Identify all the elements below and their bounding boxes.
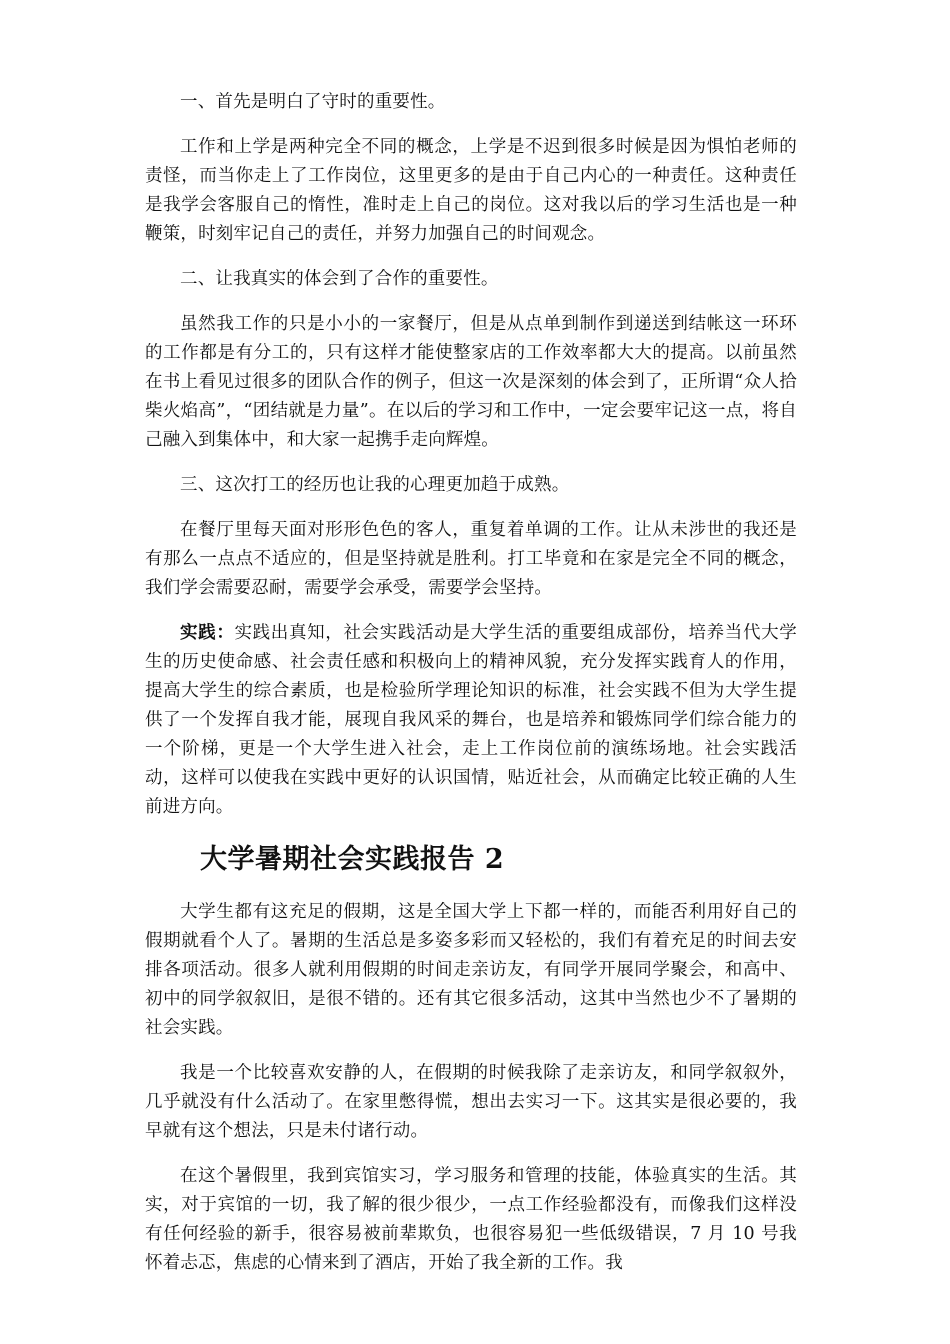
- spacer: [145, 822, 797, 840]
- point-cooperation: 二、让我真实的体会到了合作的重要性。: [180, 269, 499, 289]
- paragraph-report2-personal: 我是一个比较喜欢安静的人，在假期的时候我除了走亲访友，和同学叙叙外，几乎就没有什么活动了。在家里憋得慌，想出去实习一下。这其实是很必要的，我早就有这个想法，只是未付诸行动。: [145, 1063, 797, 1141]
- spacer: [145, 1043, 797, 1059]
- paragraph-maturity: 在餐厅里每天面对形形色色的客人，重复着单调的工作。让从未涉世的我还是有那么一点点不适应的，但是坚持就是胜利。打工毕竟和在家是完全不同的概念，我们学会需要忍耐，需要学会承受，需要学会坚持。: [145, 520, 797, 598]
- spacer: [145, 1146, 797, 1162]
- spacer: [145, 294, 797, 310]
- paragraph-report2-hotel: 在这个暑假里，我到宾馆实习，学习服务和管理的技能，体验真实的生活。其实，对于宾馆的一切，我了解的很少很少，一点工作经验都没有，而像我们这样没有任何经验的新手，很容易被前辈欺负，也很容易犯一些低级错误，7 月 10 号我怀着忐忑，焦虑的心情来到了酒店，开始了我全新的工作。我: [145, 1166, 797, 1273]
- spacer: [145, 117, 797, 133]
- paragraph-report2-intro: 大学生都有这充足的假期，这是全国大学上下都一样的，而能否利用好自己的假期就看个人了。暑期的生活总是多姿多彩而又轻松的，我们有着充足的时间去安排各项活动。很多人就利用假期的时间走亲访友，有同学开展同学聚会，和高中、初中的同学叙叙旧，是很不错的。还有其它很多活动，这其中当然也少不了暑期的社会实践。: [145, 902, 797, 1038]
- spacer: [145, 500, 797, 516]
- point-maturity: 三、这次打工的经历也让我的心理更加趋于成熟。: [180, 475, 570, 495]
- spacer: [145, 249, 797, 265]
- document-page: [145, 88, 797, 1278]
- spacer: [145, 455, 797, 471]
- paragraph-punctuality: 工作和上学是两种完全不同的概念，上学是不迟到很多时候是因为惧怕老师的责怪，而当你走上了工作岗位，这里更多的是由于自己内心的一种责任。这种责任是我学会客服自己的惰性，准时走上自己的岗位。这对我以后的学习生活也是一种鞭策，时刻牢记自己的责任，并努力加强自己的时间观念。: [145, 137, 797, 244]
- point-punctuality: 一、首先是明白了守时的重要性。: [180, 92, 446, 112]
- report-title: 大学暑期社会实践报告 2: [200, 844, 505, 875]
- practice-text: 实践出真知，社会实践活动是大学生活的重要组成部份，培养当代大学生的历史使命感、社会责任感和积极向上的精神风貌，充分发挥实践育人的作用，提高大学生的综合素质，也是检验所学理论知识的标准，社会实践不但为大学生提供了一个发挥自我才能，展现自我风采的舞台，也是培养和锻炼同学们综合能力的一个阶梯，更是一个大学生进入社会，走上工作岗位前的演练场地。社会实践活动，这样可以使我在实践中更好的认识国情，贴近社会，从而确定比较正确的人生前进方向。: [145, 623, 797, 817]
- paragraph-cooperation: 虽然我工作的只是小小的一家餐厅，但是从点单到制作到递送到结帐这一环环的工作都是有分工的，只有这样才能使整家店的工作效率都大大的提高。以前虽然在书上看见过很多的团队合作的例子，但这一次是深刻的体会到了，正所谓“众人拾柴火焰高”，“团结就是力量”。在以后的学习和工作中，一定会要牢记这一点，将自己融入到集体中，和大家一起携手走向辉煌。: [145, 314, 797, 450]
- spacer: [145, 880, 797, 898]
- spacer: [145, 603, 797, 619]
- practice-label: 实践：: [180, 623, 235, 643]
- paragraph-practice: [145, 619, 797, 822]
